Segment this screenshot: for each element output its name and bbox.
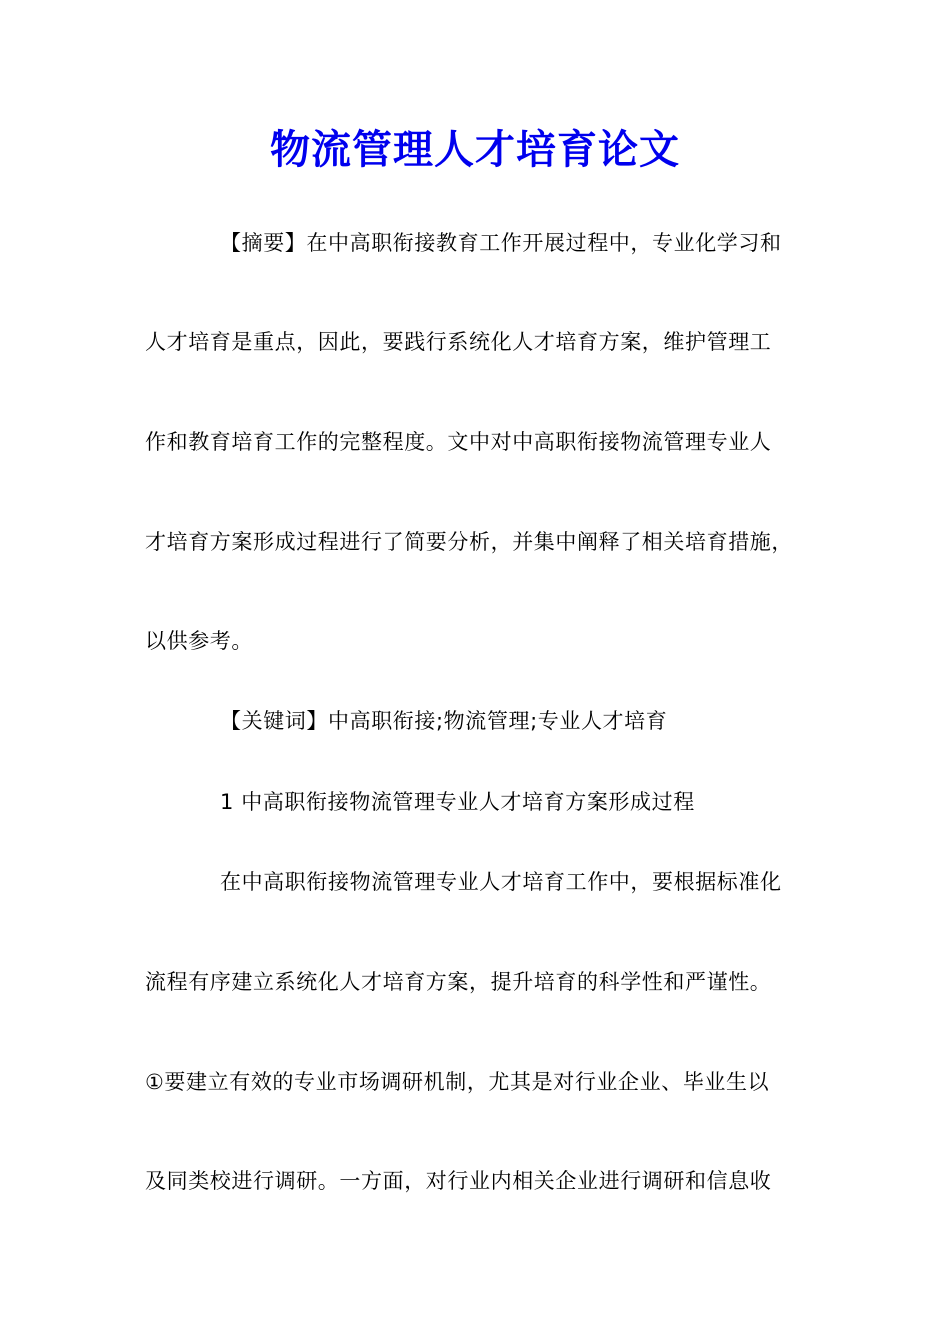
abstract-line-5: 以供参考。 [145,629,253,653]
keywords-line: 【关键词】中高职衔接;物流管理;专业人才培育 [220,709,668,733]
abstract-line-2: 人才培育是重点，因此，要践行系统化人才培育方案，维护管理工 [145,330,772,354]
section-heading: 1 中高职衔接物流管理专业人才培育方案形成过程 [220,790,695,814]
abstract-line-1: 【摘要】在中高职衔接教育工作开展过程中，专业化学习和 [220,231,782,255]
body-line-2: 流程有序建立系统化人才培育方案，提升培育的科学性和严谨性。 [145,970,772,994]
body-line-4: 及同类校进行调研。一方面，对行业内相关企业进行调研和信息收 [145,1169,772,1193]
body-line-3: ①要建立有效的专业市场调研机制，尤其是对行业企业、毕业生以 [145,1070,770,1094]
body-line-1: 在中高职衔接物流管理专业人才培育工作中，要根据标准化 [220,870,782,894]
abstract-line-4: 才培育方案形成过程进行了简要分析，并集中阐释了相关培育措施， [145,530,793,554]
abstract-line-3: 作和教育培育工作的完整程度。文中对中高职衔接物流管理专业人 [145,430,772,454]
document-title: 物流管理人才培育论文 [270,126,680,173]
